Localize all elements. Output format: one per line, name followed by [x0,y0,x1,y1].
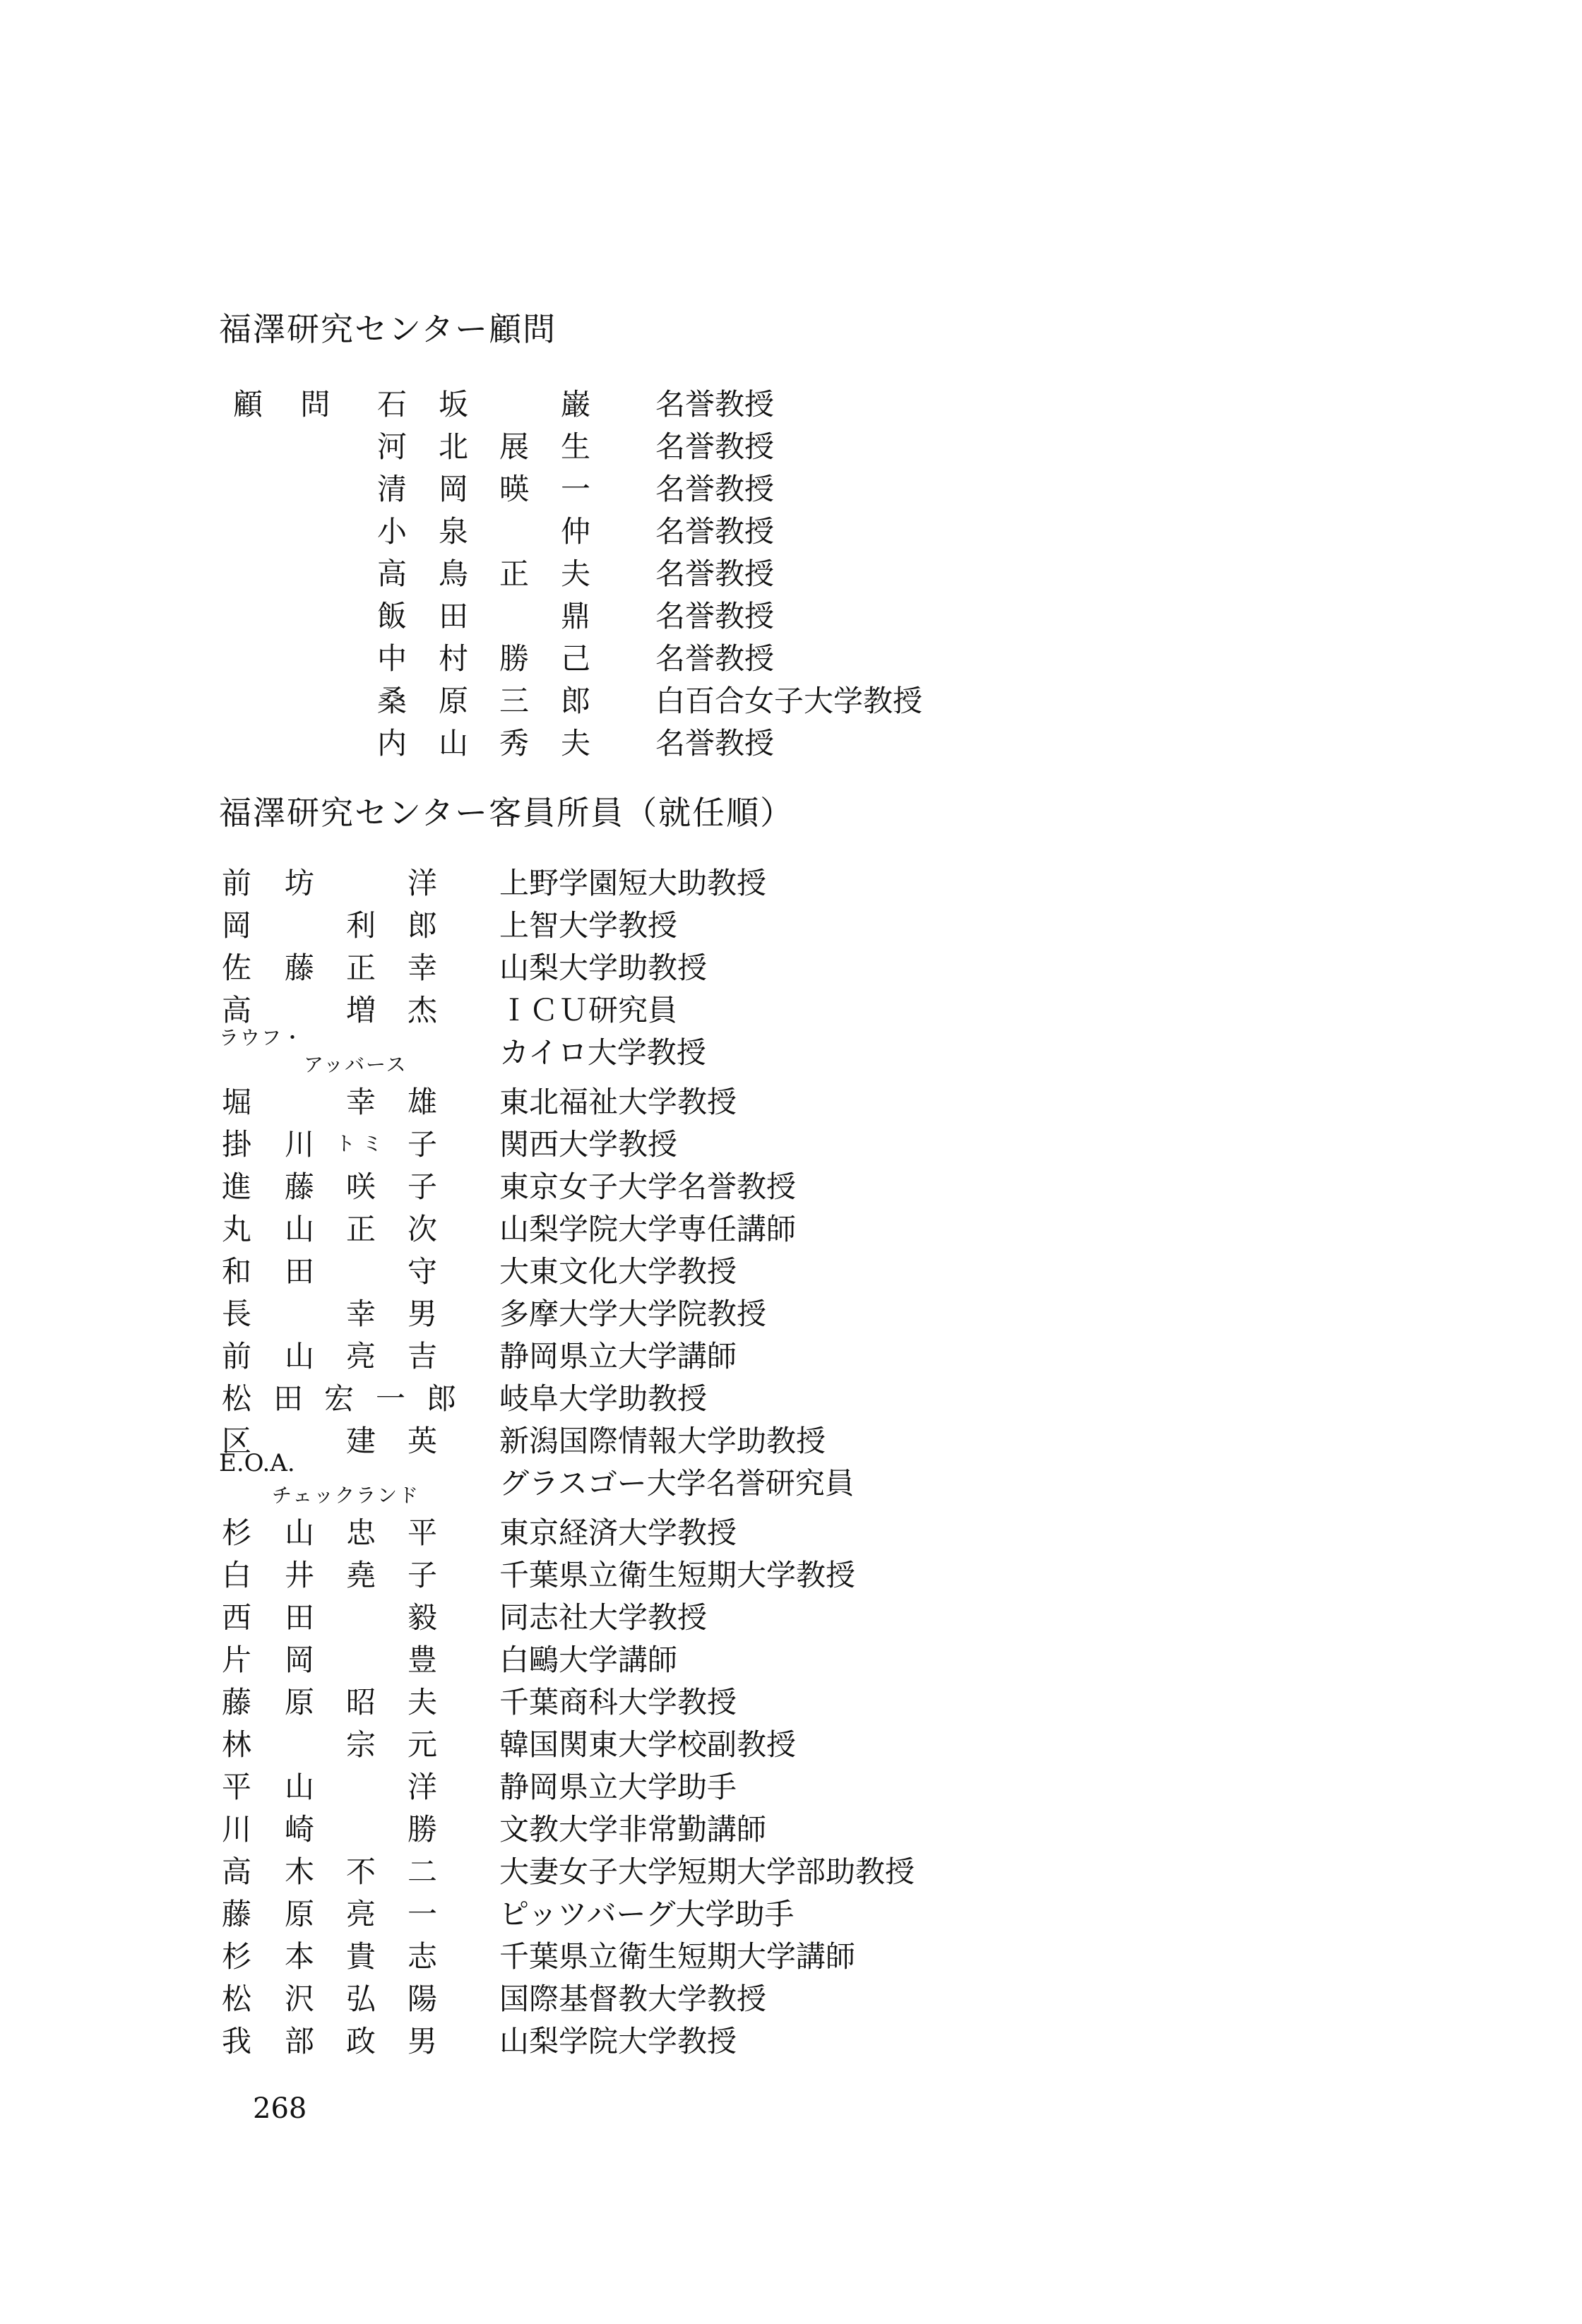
name-char: 原 [284,1685,314,1720]
affiliation: 名誉教授 [655,556,775,591]
name-char: 一 [375,1381,405,1416]
name-char: 幸 [345,1297,376,1331]
name-char: 吉 [407,1339,437,1373]
name-char: 山 [284,1339,314,1373]
advisor-role-label [219,381,344,424]
name-char: 勝 [499,641,529,676]
name-char: 己 [560,641,590,676]
name-char: 田 [284,1254,314,1289]
advisors-heading: 福澤研究センター顧問 [219,310,557,348]
name-char: 井 [284,1558,314,1592]
affiliation: 東京経済大学教授 [499,1515,737,1550]
name-char: 生 [560,429,590,464]
name-char: 秀 [499,726,529,761]
name-char: 夫 [560,556,590,591]
name-char: 山 [284,1515,314,1550]
name-char: 崎 [284,1812,314,1847]
name-char: 三 [499,684,529,718]
name-char: 弘 [345,1982,376,2016]
name-char: 幸 [345,1085,376,1119]
name-char: 洋 [407,1770,437,1804]
name-char: 岡 [221,908,251,943]
name-char: 杉 [221,1515,251,1550]
name-char: 進 [221,1169,251,1204]
affiliation: 名誉教授 [655,514,775,549]
name-char: 増 [345,993,376,1027]
name-char: 清 [376,472,407,506]
name-char: 杉 [221,1939,251,1974]
name-char: 亮 [345,1897,376,1931]
name-char: 平 [407,1515,437,1550]
name-char: 一 [560,472,590,506]
name-char: 正 [345,951,376,985]
name-char: 郎 [407,908,437,943]
affiliation: 名誉教授 [655,641,775,676]
name-char: 不 [345,1854,376,1889]
name-char: 陽 [407,1982,437,2016]
name-char: 男 [407,1297,437,1331]
name-char: 石 [376,387,407,422]
name-char: 藤 [221,1897,251,1931]
name-char: 志 [407,1939,437,1974]
affiliation: 千葉商科大学教授 [499,1685,737,1720]
affiliation: 韓国関東大学校副教授 [499,1727,797,1762]
name-char: 幸 [407,951,437,985]
name-char: 建 [345,1424,376,1458]
affiliation: グラスゴー大学名誉研究員 [499,1466,855,1501]
name-char: 藤 [221,1685,251,1720]
affiliation: 大東文化大学教授 [499,1254,737,1289]
affiliation: カイロ大学教授 [499,1035,706,1070]
name-char: 男 [407,2024,437,2058]
name-char: 丸 [221,1212,251,1246]
name-char: 岡 [284,1643,314,1677]
name-line-1: E.O.A. [219,1449,295,1477]
name-char: 次 [407,1212,437,1246]
name-char: 子 [407,1558,437,1592]
name-char: 子 [407,1169,437,1204]
name-char: 仲 [560,514,590,549]
name-char: 夫 [407,1685,437,1720]
name-char: 藤 [284,1169,314,1204]
name-char: 原 [438,684,468,718]
affiliation: 多摩大学大学院教授 [499,1297,767,1331]
affiliation: 山梨大学助教授 [499,951,708,985]
name-char: 本 [284,1939,314,1974]
affiliation: 上智大学教授 [499,908,678,943]
affiliation: 千葉県立衛生短期大学講師 [499,1939,856,1974]
affiliation: 新潟国際情報大学助教授 [499,1424,826,1458]
name-char: 二 [407,1854,437,1889]
name-char: 掛 [221,1127,251,1162]
affiliation: 白百合女子大学教授 [655,684,923,718]
name-char: 堀 [221,1085,251,1119]
name-char: 白 [221,1558,251,1592]
name-char: 展 [499,429,529,464]
affiliation: 東京女子大学名誉教授 [499,1169,797,1204]
name-char: 沢 [284,1982,314,2016]
name-char: 高 [221,993,251,1027]
name-char: 毅 [407,1600,437,1635]
name-char: 杰 [407,993,437,1027]
affiliation: 文教大学非常勤講師 [499,1812,767,1847]
name-char: 利 [345,908,376,943]
name-char: 部 [284,2024,314,2058]
name-char: 藤 [284,951,314,985]
name-char: 郎 [560,684,590,718]
affiliation: 静岡県立大学助手 [499,1770,737,1804]
name-char: 高 [376,556,407,591]
name-char: 小 [376,514,407,549]
name-char: 長 [221,1297,251,1331]
role-char: 問 [300,387,331,422]
name-char: 山 [284,1212,314,1246]
name-char: 西 [221,1600,251,1635]
affiliation: 大妻女子大学短期大学部助教授 [499,1854,915,1889]
name-char: 河 [376,429,407,464]
name-char: 宏 [323,1381,354,1416]
affiliation: 岐阜大学助教授 [499,1381,708,1416]
name-char: 前 [221,1339,251,1373]
name-char: 昭 [345,1685,376,1720]
name-char: 山 [284,1770,314,1804]
page-number: 268 [253,2092,307,2125]
name-char: 木 [284,1854,314,1889]
name-char: 村 [438,641,468,676]
name-char: 鳥 [438,556,468,591]
name-char: 松 [221,1982,251,2016]
affiliation: 関西大学教授 [499,1127,678,1162]
name-char: 内 [376,726,407,761]
name-char: 原 [284,1897,314,1931]
name-char: 子 [407,1127,437,1162]
name-char: 川 [284,1127,314,1162]
affiliation: 名誉教授 [655,387,775,422]
name-char: 飯 [376,599,407,633]
name-char: 豊 [407,1643,437,1677]
affiliation: 上野学園短大助教授 [499,866,767,900]
name-char: 佐 [221,951,251,985]
name-char: 暎 [499,472,529,506]
name-char: 忠 [345,1515,376,1550]
name-char: 泉 [438,514,468,549]
name-char: 洋 [407,866,437,900]
name-char: 宗 [345,1727,376,1762]
affiliation: ＩＣＵ研究員 [499,993,678,1027]
affiliation: 静岡県立大学講師 [499,1339,737,1373]
affiliation: 東北福祉大学教授 [499,1085,737,1119]
name-char: 片 [221,1643,251,1677]
name-char: 桑 [376,684,407,718]
name-char: 亮 [345,1339,376,1373]
name-char: 夫 [560,726,590,761]
name-char: 守 [407,1254,437,1289]
name-char: 中 [376,641,407,676]
name-char: 鼎 [560,599,590,633]
name-char: 川 [221,1812,251,1847]
name-char: 正 [345,1212,376,1246]
name-char: 勝 [407,1812,437,1847]
affiliation: 名誉教授 [655,726,775,761]
name-char: 一 [407,1897,437,1931]
name-char: 坂 [438,387,468,422]
name-char: 山 [438,726,468,761]
affiliation: ピッツバーグ大学助手 [499,1897,795,1931]
name-char: 田 [284,1600,314,1635]
name-line-2: チェックランド [272,1484,420,1507]
name-char: 北 [438,429,468,464]
affiliation: 山梨学院大学専任講師 [499,1212,797,1246]
role-char: 顧 [232,387,263,422]
name-char: トミ [335,1132,389,1155]
affiliation: 白鷗大学講師 [499,1643,678,1677]
name-char: 林 [221,1727,251,1762]
name-char: 貴 [345,1939,376,1974]
name-char: 正 [499,556,529,591]
name-char: 区 [221,1424,251,1458]
name-char: 巌 [560,387,590,422]
name-char: 前 [221,866,251,900]
name-char: 田 [438,599,468,633]
name-char: 咲 [345,1169,376,1204]
name-line-2: アッバース [304,1053,408,1076]
name-char: 我 [221,2024,251,2058]
name-char: 郎 [426,1381,456,1416]
affiliation: 同志社大学教授 [499,1600,708,1635]
name-char: 堯 [345,1558,376,1592]
affiliation: 名誉教授 [655,599,775,633]
name-char: 岡 [438,472,468,506]
name-char: 雄 [407,1085,437,1119]
affiliation: 名誉教授 [655,472,775,506]
affiliation: 国際基督教大学教授 [499,1982,767,2016]
name-char: 和 [221,1254,251,1289]
affiliation: 千葉県立衛生短期大学教授 [499,1558,856,1592]
name-char: 英 [407,1424,437,1458]
name-char: 田 [273,1381,303,1416]
name-char: 平 [221,1770,251,1804]
name-char: 坊 [284,866,314,900]
name-char: 高 [221,1854,251,1889]
name-char: 元 [407,1727,437,1762]
affiliation: 山梨学院大学教授 [499,2024,737,2058]
affiliation: 名誉教授 [655,429,775,464]
visiting-heading: 福澤研究センター客員所員（就任順） [219,794,795,832]
name-char: 政 [345,2024,376,2058]
name-line-1: ラウフ・ [219,1026,304,1049]
name-char: 松 [221,1381,251,1416]
